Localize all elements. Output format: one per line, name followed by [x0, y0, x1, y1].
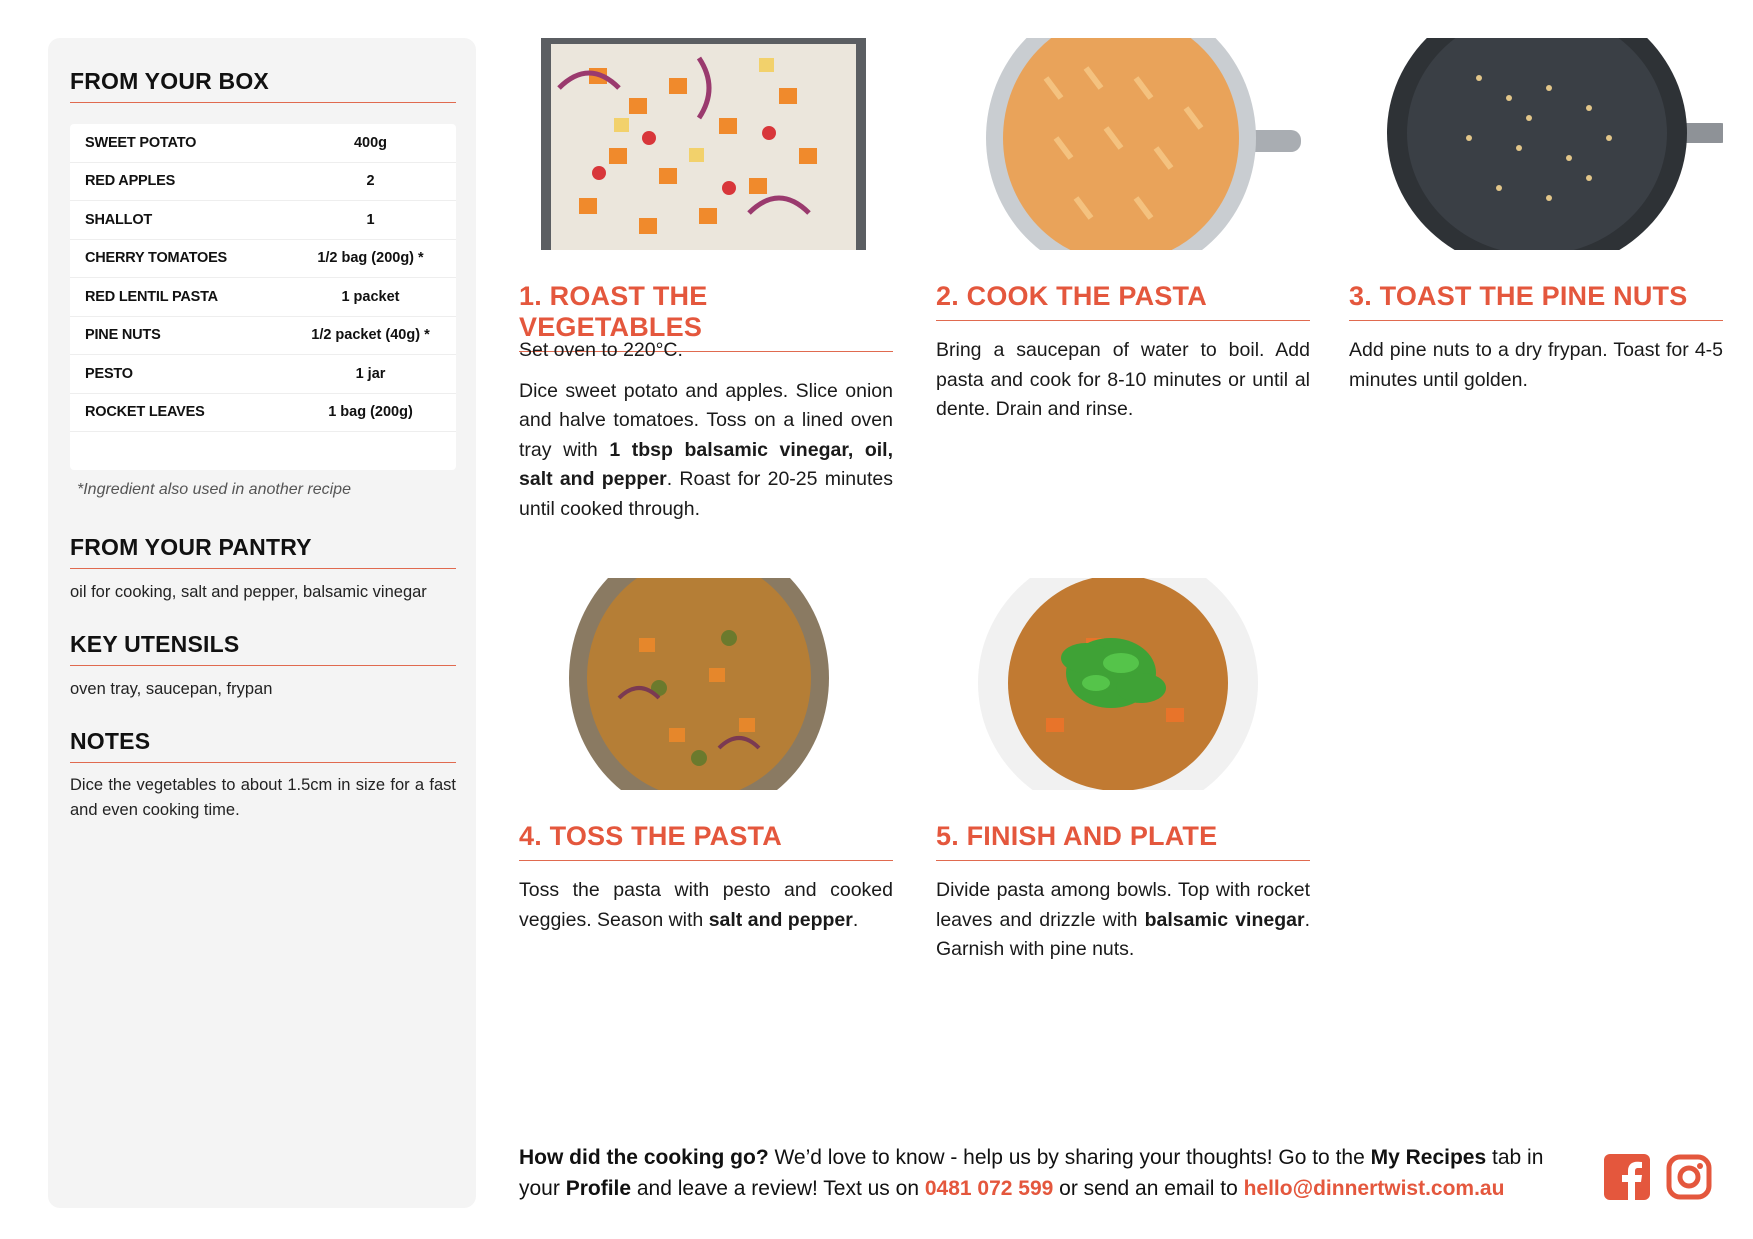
roasted-vegetables-photo: [519, 38, 893, 250]
step-3-title: 3. TOAST THE PINE NUTS: [1349, 281, 1723, 321]
pantry-text: oil for cooking, salt and pepper, balsamic vinegar: [70, 583, 427, 601]
notes-text: Dice the vegetables to about 1.5cm in size for a fast and even cooking time.: [70, 776, 456, 819]
ingredient-row: [70, 278, 456, 317]
step-1-text-c: . Roast for 20-25 minutes until cooked through.: [519, 468, 893, 520]
footer-question: How did the cooking go?: [519, 1146, 769, 1169]
step-3-para-1: Add pine nuts to a dry frypan. Toast for 4-5 minutes until golden.: [1349, 339, 1723, 391]
ingredient-qty: 1 bag (200g): [328, 404, 413, 421]
my-recipes-label: My Recipes: [1370, 1146, 1487, 1169]
notes-title: NOTES: [70, 728, 456, 763]
step-5-text: [936, 876, 1310, 976]
ingredient-name: ROCKET LEAVES: [85, 404, 205, 421]
step-3-text: [1349, 336, 1723, 406]
footer-text-1: We’d love to know - help us by sharing your thoughts! Go to the: [768, 1146, 1371, 1169]
ingredient-qty: 1: [366, 211, 375, 228]
step-5-text-a: Divide pasta among bowls. Top with rocket leaves and drizzle with: [936, 879, 1310, 931]
ingredient-row: [70, 317, 456, 356]
footer-text-2: tab in your: [519, 1146, 1544, 1200]
step-4-para-1: [519, 876, 893, 935]
facebook-icon[interactable]: [1604, 1154, 1652, 1202]
footer-text-3: and leave a review! Text us on: [631, 1177, 925, 1200]
plated-pasta-photo: [936, 578, 1310, 790]
step-1-para-1: Set oven to 220°C.: [519, 339, 683, 361]
utensils-title: KEY UTENSILS: [70, 631, 456, 666]
ingredient-row: [70, 163, 456, 202]
ingredient-row: [70, 124, 456, 163]
step-2-text: [936, 336, 1310, 436]
ingredient-qty: 1 jar: [355, 365, 386, 382]
step-1-text-a: Dice sweet potato and apples. Slice onion and halve tomatoes. Toss on a lined oven tray with: [519, 379, 893, 461]
ingredient-row: [70, 201, 456, 240]
tossed-pasta-photo: [519, 578, 893, 790]
step-4-text-c: .: [852, 908, 859, 931]
step-2-title: 2. COOK THE PASTA: [936, 281, 1310, 321]
toasted-pine-nuts-photo: [1349, 38, 1723, 250]
step-2-para-1: Bring a saucepan of water to boil. Add pasta and cook for 8-10 minutes or until al dente. Drain and rinse.: [936, 339, 1310, 420]
ingredient-qty: 400g: [353, 134, 388, 151]
ingredient-name: RED LENTIL PASTA: [85, 288, 218, 305]
pantry-title: FROM YOUR PANTRY: [70, 534, 456, 569]
ingredient-name: SHALLOT: [85, 211, 153, 228]
step-5-title: 5. FINISH AND PLATE: [936, 821, 1310, 861]
ingredients-table: [70, 124, 456, 470]
cooked-pasta-photo: [936, 38, 1310, 250]
step-4-text: [519, 876, 893, 946]
ingredient-name: PESTO: [85, 365, 133, 382]
ingredient-qty: 2: [366, 173, 375, 190]
ingredient-qty: 1 packet: [341, 288, 400, 305]
ingredient-qty: 1/2 bag (200g) *: [317, 250, 424, 267]
ingredient-row: [70, 355, 456, 394]
step-5-text-c: . Garnish with pine nuts.: [936, 908, 1310, 960]
ingredients-sidebar: [48, 38, 476, 1208]
ingredient-qty: 1/2 packet (40g) *: [311, 327, 430, 344]
ingredient-name: CHERRY TOMATOES: [85, 250, 228, 267]
ingredient-name: SWEET POTATO: [85, 134, 197, 151]
utensils-text: oven tray, saucepan, frypan: [70, 680, 273, 698]
step-1-title: 1. ROAST THE VEGETABLES: [519, 281, 893, 352]
box-title: FROM YOUR BOX: [70, 68, 456, 103]
step-1-text-bold: 1 tbsp balsamic vinegar, oil, salt and pepper: [519, 438, 893, 490]
ingredient-row: [70, 240, 456, 279]
ingredient-row: [70, 394, 456, 433]
email-link[interactable]: hello@dinnertwist.com.au: [1243, 1177, 1505, 1200]
ingredient-name: RED APPLES: [85, 173, 176, 190]
instagram-icon[interactable]: [1666, 1154, 1714, 1202]
step-5-para-1: [936, 876, 1310, 965]
profile-label: Profile: [565, 1177, 632, 1200]
ingredient-name: PINE NUTS: [85, 327, 161, 344]
step-4-text-a: Toss the pasta with pesto and cooked veggies. Season with: [519, 879, 893, 931]
step-4-text-bold: salt and pepper: [708, 908, 853, 931]
step-4-title: 4. TOSS THE PASTA: [519, 821, 893, 861]
step-1-text: [519, 336, 893, 535]
footer-text-4: or send an email to: [1053, 1177, 1244, 1200]
step-1-para-2: [519, 377, 893, 525]
feedback-footer: [519, 1142, 1579, 1204]
ingredient-footnote: *Ingredient also used in another recipe: [77, 481, 351, 498]
step-5-text-bold: balsamic vinegar: [1144, 908, 1305, 931]
phone-link[interactable]: 0481 072 599: [924, 1177, 1054, 1200]
